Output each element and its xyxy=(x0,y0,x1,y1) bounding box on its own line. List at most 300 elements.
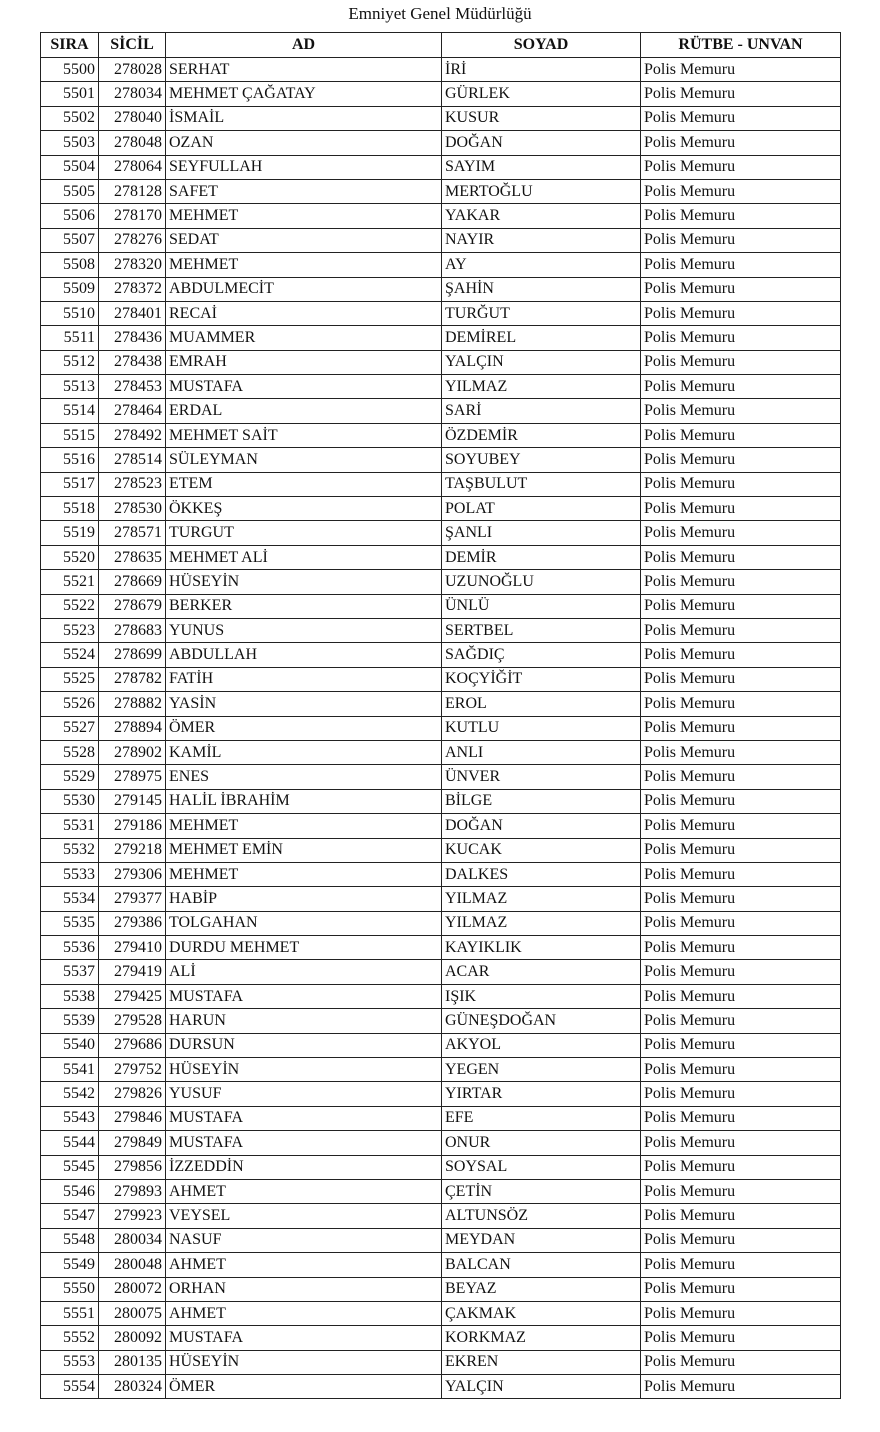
sira-cell: 5525 xyxy=(41,667,99,691)
table-row xyxy=(41,472,841,496)
ad-cell: MUSTAFA xyxy=(166,1326,442,1350)
sira-cell: 5503 xyxy=(41,131,99,155)
soyad-cell: YILMAZ xyxy=(442,887,641,911)
rutbe-unvan-cell: Polis Memuru xyxy=(641,82,841,106)
rutbe-unvan-cell: Polis Memuru xyxy=(641,521,841,545)
ad-cell: İZZEDDİN xyxy=(166,1155,442,1179)
sicil-cell: 278464 xyxy=(99,399,166,423)
soyad-cell: GÜRLEK xyxy=(442,82,641,106)
sira-cell: 5537 xyxy=(41,960,99,984)
table-row xyxy=(41,594,841,618)
soyad-cell: YILMAZ xyxy=(442,911,641,935)
sira-cell: 5505 xyxy=(41,179,99,203)
rutbe-unvan-cell: Polis Memuru xyxy=(641,1277,841,1301)
sira-cell: 5501 xyxy=(41,82,99,106)
sira-cell: 5549 xyxy=(41,1253,99,1277)
sicil-cell: 279893 xyxy=(99,1179,166,1203)
soyad-cell: ALTUNSÖZ xyxy=(442,1204,641,1228)
sira-cell: 5528 xyxy=(41,740,99,764)
rutbe-unvan-cell: Polis Memuru xyxy=(641,1033,841,1057)
soyad-cell: BİLGE xyxy=(442,789,641,813)
soyad-cell: DOĞAN xyxy=(442,814,641,838)
sira-cell: 5534 xyxy=(41,887,99,911)
rutbe-unvan-cell: Polis Memuru xyxy=(641,204,841,228)
ad-cell: RECAİ xyxy=(166,301,442,325)
sira-cell: 5512 xyxy=(41,350,99,374)
sicil-cell: 278902 xyxy=(99,740,166,764)
sira-cell: 5551 xyxy=(41,1301,99,1325)
table-row xyxy=(41,1228,841,1252)
table-row xyxy=(41,375,841,399)
rutbe-unvan-cell: Polis Memuru xyxy=(641,570,841,594)
ad-cell: ENES xyxy=(166,765,442,789)
sira-cell: 5518 xyxy=(41,497,99,521)
table-row xyxy=(41,765,841,789)
ad-cell: BERKER xyxy=(166,594,442,618)
table-row xyxy=(41,106,841,130)
sira-cell: 5523 xyxy=(41,618,99,642)
table-row xyxy=(41,399,841,423)
sicil-cell: 278683 xyxy=(99,618,166,642)
table-row xyxy=(41,277,841,301)
soyad-cell: ŞANLI xyxy=(442,521,641,545)
sira-cell: 5529 xyxy=(41,765,99,789)
sira-cell: 5548 xyxy=(41,1228,99,1252)
soyad-cell: AKYOL xyxy=(442,1033,641,1057)
sicil-cell: 279528 xyxy=(99,1009,166,1033)
sicil-cell: 279410 xyxy=(99,936,166,960)
ad-cell: AHMET xyxy=(166,1301,442,1325)
rutbe-unvan-cell: Polis Memuru xyxy=(641,301,841,325)
table-row xyxy=(41,1301,841,1325)
rutbe-unvan-cell: Polis Memuru xyxy=(641,1350,841,1374)
table-row xyxy=(41,814,841,838)
sicil-cell: 278170 xyxy=(99,204,166,228)
sicil-cell: 278040 xyxy=(99,106,166,130)
rutbe-unvan-cell: Polis Memuru xyxy=(641,375,841,399)
table-row xyxy=(41,448,841,472)
table-row xyxy=(41,228,841,252)
sira-cell: 5521 xyxy=(41,570,99,594)
sicil-cell: 278679 xyxy=(99,594,166,618)
soyad-cell: NAYIR xyxy=(442,228,641,252)
rutbe-unvan-cell: Polis Memuru xyxy=(641,740,841,764)
soyad-cell: YEGEN xyxy=(442,1058,641,1082)
table-row xyxy=(41,740,841,764)
column-header-ad: AD xyxy=(166,33,442,58)
sicil-cell: 279846 xyxy=(99,1106,166,1130)
sira-cell: 5511 xyxy=(41,326,99,350)
table-row xyxy=(41,1131,841,1155)
soyad-cell: ACAR xyxy=(442,960,641,984)
sira-cell: 5546 xyxy=(41,1179,99,1203)
ad-cell: MEHMET SAİT xyxy=(166,423,442,447)
rutbe-unvan-cell: Polis Memuru xyxy=(641,862,841,886)
sicil-cell: 278894 xyxy=(99,716,166,740)
sicil-cell: 279856 xyxy=(99,1155,166,1179)
sicil-cell: 278453 xyxy=(99,375,166,399)
soyad-cell: UZUNOĞLU xyxy=(442,570,641,594)
table-row xyxy=(41,1106,841,1130)
sicil-cell: 278276 xyxy=(99,228,166,252)
soyad-cell: GÜNEŞDOĞAN xyxy=(442,1009,641,1033)
sira-cell: 5543 xyxy=(41,1106,99,1130)
sicil-cell: 279686 xyxy=(99,1033,166,1057)
soyad-cell: YALÇIN xyxy=(442,1375,641,1399)
table-row xyxy=(41,82,841,106)
table-row xyxy=(41,667,841,691)
rutbe-unvan-cell: Polis Memuru xyxy=(641,1082,841,1106)
soyad-cell: DEMİREL xyxy=(442,326,641,350)
ad-cell: HÜSEYİN xyxy=(166,1350,442,1374)
table-row xyxy=(41,179,841,203)
rutbe-unvan-cell: Polis Memuru xyxy=(641,326,841,350)
sicil-cell: 280092 xyxy=(99,1326,166,1350)
column-header-rutbe-unvan: RÜTBE - UNVAN xyxy=(641,33,841,58)
sicil-cell: 278635 xyxy=(99,545,166,569)
rutbe-unvan-cell: Polis Memuru xyxy=(641,618,841,642)
personnel-table xyxy=(40,32,841,1399)
table-row xyxy=(41,1009,841,1033)
rutbe-unvan-cell: Polis Memuru xyxy=(641,1058,841,1082)
table-row xyxy=(41,1058,841,1082)
table-row xyxy=(41,301,841,325)
sira-cell: 5542 xyxy=(41,1082,99,1106)
rutbe-unvan-cell: Polis Memuru xyxy=(641,667,841,691)
soyad-cell: SARİ xyxy=(442,399,641,423)
soyad-cell: DALKES xyxy=(442,862,641,886)
soyad-cell: KOÇYİĞİT xyxy=(442,667,641,691)
soyad-cell: SOYSAL xyxy=(442,1155,641,1179)
rutbe-unvan-cell: Polis Memuru xyxy=(641,472,841,496)
sira-cell: 5517 xyxy=(41,472,99,496)
ad-cell: HARUN xyxy=(166,1009,442,1033)
sicil-cell: 278699 xyxy=(99,643,166,667)
table-row xyxy=(41,1082,841,1106)
soyad-cell: İRİ xyxy=(442,58,641,82)
table-row xyxy=(41,960,841,984)
ad-cell: ÖMER xyxy=(166,716,442,740)
sira-cell: 5531 xyxy=(41,814,99,838)
table-row xyxy=(41,497,841,521)
sira-cell: 5516 xyxy=(41,448,99,472)
table-row xyxy=(41,862,841,886)
sira-cell: 5536 xyxy=(41,936,99,960)
sicil-cell: 278669 xyxy=(99,570,166,594)
ad-cell: EMRAH xyxy=(166,350,442,374)
sira-cell: 5507 xyxy=(41,228,99,252)
ad-cell: MUSTAFA xyxy=(166,1131,442,1155)
soyad-cell: ÜNVER xyxy=(442,765,641,789)
rutbe-unvan-cell: Polis Memuru xyxy=(641,1301,841,1325)
ad-cell: MEHMET xyxy=(166,862,442,886)
sira-cell: 5539 xyxy=(41,1009,99,1033)
rutbe-unvan-cell: Polis Memuru xyxy=(641,1375,841,1399)
table-row xyxy=(41,789,841,813)
ad-cell: MUSTAFA xyxy=(166,1106,442,1130)
ad-cell: SEDAT xyxy=(166,228,442,252)
soyad-cell: ŞAHİN xyxy=(442,277,641,301)
soyad-cell: MEYDAN xyxy=(442,1228,641,1252)
sicil-cell: 278436 xyxy=(99,326,166,350)
sira-cell: 5510 xyxy=(41,301,99,325)
soyad-cell: EROL xyxy=(442,692,641,716)
table-row xyxy=(41,887,841,911)
table-row xyxy=(41,984,841,1008)
rutbe-unvan-cell: Polis Memuru xyxy=(641,1326,841,1350)
sicil-cell: 279923 xyxy=(99,1204,166,1228)
table-row xyxy=(41,570,841,594)
table-row xyxy=(41,838,841,862)
sicil-cell: 278128 xyxy=(99,179,166,203)
sira-cell: 5520 xyxy=(41,545,99,569)
soyad-cell: EFE xyxy=(442,1106,641,1130)
table-row xyxy=(41,253,841,277)
table-row xyxy=(41,58,841,82)
sicil-cell: 280048 xyxy=(99,1253,166,1277)
rutbe-unvan-cell: Polis Memuru xyxy=(641,1179,841,1203)
sira-cell: 5513 xyxy=(41,375,99,399)
ad-cell: MEHMET xyxy=(166,204,442,228)
rutbe-unvan-cell: Polis Memuru xyxy=(641,911,841,935)
soyad-cell: SERTBEL xyxy=(442,618,641,642)
ad-cell: YUSUF xyxy=(166,1082,442,1106)
ad-cell: HÜSEYİN xyxy=(166,570,442,594)
soyad-cell: TAŞBULUT xyxy=(442,472,641,496)
rutbe-unvan-cell: Polis Memuru xyxy=(641,106,841,130)
rutbe-unvan-cell: Polis Memuru xyxy=(641,594,841,618)
table-row xyxy=(41,1033,841,1057)
ad-cell: OZAN xyxy=(166,131,442,155)
soyad-cell: BEYAZ xyxy=(442,1277,641,1301)
ad-cell: İSMAİL xyxy=(166,106,442,130)
column-header-sira: SIRA xyxy=(41,33,99,58)
ad-cell: MUSTAFA xyxy=(166,984,442,1008)
ad-cell: ABDULMECİT xyxy=(166,277,442,301)
ad-cell: YUNUS xyxy=(166,618,442,642)
rutbe-unvan-cell: Polis Memuru xyxy=(641,936,841,960)
rutbe-unvan-cell: Polis Memuru xyxy=(641,179,841,203)
ad-cell: MEHMET ÇAĞATAY xyxy=(166,82,442,106)
rutbe-unvan-cell: Polis Memuru xyxy=(641,448,841,472)
table-row xyxy=(41,545,841,569)
table-row xyxy=(41,326,841,350)
sicil-cell: 279186 xyxy=(99,814,166,838)
sira-cell: 5532 xyxy=(41,838,99,862)
sicil-cell: 278064 xyxy=(99,155,166,179)
soyad-cell: IŞIK xyxy=(442,984,641,1008)
sicil-cell: 279425 xyxy=(99,984,166,1008)
table-header-row xyxy=(41,33,841,58)
table-row xyxy=(41,911,841,935)
table-row xyxy=(41,1350,841,1374)
soyad-cell: BALCAN xyxy=(442,1253,641,1277)
soyad-cell: KORKMAZ xyxy=(442,1326,641,1350)
sira-cell: 5506 xyxy=(41,204,99,228)
sira-cell: 5530 xyxy=(41,789,99,813)
ad-cell: ÖMER xyxy=(166,1375,442,1399)
sira-cell: 5514 xyxy=(41,399,99,423)
soyad-cell: ÇAKMAK xyxy=(442,1301,641,1325)
rutbe-unvan-cell: Polis Memuru xyxy=(641,765,841,789)
ad-cell: ABDULLAH xyxy=(166,643,442,667)
ad-cell: SAFET xyxy=(166,179,442,203)
rutbe-unvan-cell: Polis Memuru xyxy=(641,58,841,82)
sicil-cell: 279218 xyxy=(99,838,166,862)
rutbe-unvan-cell: Polis Memuru xyxy=(641,643,841,667)
table-row xyxy=(41,1155,841,1179)
soyad-cell: ANLI xyxy=(442,740,641,764)
rutbe-unvan-cell: Polis Memuru xyxy=(641,1204,841,1228)
table-row xyxy=(41,131,841,155)
ad-cell: MEHMET ALİ xyxy=(166,545,442,569)
sicil-cell: 278782 xyxy=(99,667,166,691)
rutbe-unvan-cell: Polis Memuru xyxy=(641,1009,841,1033)
table-row xyxy=(41,1326,841,1350)
table-row xyxy=(41,1204,841,1228)
ad-cell: SERHAT xyxy=(166,58,442,82)
sicil-cell: 278372 xyxy=(99,277,166,301)
soyad-cell: YILMAZ xyxy=(442,375,641,399)
sicil-cell: 279306 xyxy=(99,862,166,886)
sicil-cell: 278492 xyxy=(99,423,166,447)
sicil-cell: 280034 xyxy=(99,1228,166,1252)
sira-cell: 5552 xyxy=(41,1326,99,1350)
soyad-cell: TURĞUT xyxy=(442,301,641,325)
sira-cell: 5527 xyxy=(41,716,99,740)
ad-cell: VEYSEL xyxy=(166,1204,442,1228)
sicil-cell: 278530 xyxy=(99,497,166,521)
rutbe-unvan-cell: Polis Memuru xyxy=(641,1106,841,1130)
soyad-cell: SAYIM xyxy=(442,155,641,179)
sicil-cell: 278401 xyxy=(99,301,166,325)
table-row xyxy=(41,1375,841,1399)
sira-cell: 5540 xyxy=(41,1033,99,1057)
sira-cell: 5535 xyxy=(41,911,99,935)
rutbe-unvan-cell: Polis Memuru xyxy=(641,789,841,813)
rutbe-unvan-cell: Polis Memuru xyxy=(641,545,841,569)
table-row xyxy=(41,350,841,374)
sira-cell: 5526 xyxy=(41,692,99,716)
soyad-cell: DOĞAN xyxy=(442,131,641,155)
rutbe-unvan-cell: Polis Memuru xyxy=(641,277,841,301)
ad-cell: MUAMMER xyxy=(166,326,442,350)
table-row xyxy=(41,618,841,642)
sicil-cell: 280075 xyxy=(99,1301,166,1325)
ad-cell: NASUF xyxy=(166,1228,442,1252)
rutbe-unvan-cell: Polis Memuru xyxy=(641,887,841,911)
rutbe-unvan-cell: Polis Memuru xyxy=(641,399,841,423)
sira-cell: 5550 xyxy=(41,1277,99,1301)
column-header-soyad: SOYAD xyxy=(442,33,641,58)
ad-cell: DURSUN xyxy=(166,1033,442,1057)
ad-cell: ORHAN xyxy=(166,1277,442,1301)
ad-cell: ETEM xyxy=(166,472,442,496)
table-row xyxy=(41,1277,841,1301)
sira-cell: 5533 xyxy=(41,862,99,886)
rutbe-unvan-cell: Polis Memuru xyxy=(641,1253,841,1277)
soyad-cell: ÇETİN xyxy=(442,1179,641,1203)
sicil-cell: 278882 xyxy=(99,692,166,716)
soyad-cell: MERTOĞLU xyxy=(442,179,641,203)
sicil-cell: 278048 xyxy=(99,131,166,155)
soyad-cell: YALÇIN xyxy=(442,350,641,374)
soyad-cell: YIRTAR xyxy=(442,1082,641,1106)
ad-cell: TURGUT xyxy=(166,521,442,545)
rutbe-unvan-cell: Polis Memuru xyxy=(641,814,841,838)
ad-cell: TOLGAHAN xyxy=(166,911,442,935)
soyad-cell: KAYIKLIK xyxy=(442,936,641,960)
sira-cell: 5508 xyxy=(41,253,99,277)
ad-cell: MEHMET EMİN xyxy=(166,838,442,862)
sicil-cell: 279826 xyxy=(99,1082,166,1106)
soyad-cell: SOYUBEY xyxy=(442,448,641,472)
table-row xyxy=(41,643,841,667)
ad-cell: HÜSEYİN xyxy=(166,1058,442,1082)
rutbe-unvan-cell: Polis Memuru xyxy=(641,984,841,1008)
soyad-cell: KUCAK xyxy=(442,838,641,862)
ad-cell: MUSTAFA xyxy=(166,375,442,399)
sicil-cell: 280324 xyxy=(99,1375,166,1399)
sira-cell: 5502 xyxy=(41,106,99,130)
sicil-cell: 278514 xyxy=(99,448,166,472)
table-body xyxy=(41,58,841,1399)
rutbe-unvan-cell: Polis Memuru xyxy=(641,423,841,447)
sira-cell: 5545 xyxy=(41,1155,99,1179)
sicil-cell: 279386 xyxy=(99,911,166,935)
sicil-cell: 278571 xyxy=(99,521,166,545)
column-header-sicil: SİCİL xyxy=(99,33,166,58)
soyad-cell: DEMİR xyxy=(442,545,641,569)
sira-cell: 5547 xyxy=(41,1204,99,1228)
rutbe-unvan-cell: Polis Memuru xyxy=(641,131,841,155)
table-row xyxy=(41,716,841,740)
sicil-cell: 280135 xyxy=(99,1350,166,1374)
sira-cell: 5553 xyxy=(41,1350,99,1374)
sicil-cell: 278028 xyxy=(99,58,166,82)
page-title: Emniyet Genel Müdürlüğü xyxy=(348,4,532,23)
sira-cell: 5554 xyxy=(41,1375,99,1399)
table-row xyxy=(41,423,841,447)
sira-cell: 5541 xyxy=(41,1058,99,1082)
rutbe-unvan-cell: Polis Memuru xyxy=(641,350,841,374)
sira-cell: 5515 xyxy=(41,423,99,447)
rutbe-unvan-cell: Polis Memuru xyxy=(641,960,841,984)
table-row xyxy=(41,1253,841,1277)
rutbe-unvan-cell: Polis Memuru xyxy=(641,1155,841,1179)
soyad-cell: EKREN xyxy=(442,1350,641,1374)
sicil-cell: 279849 xyxy=(99,1131,166,1155)
ad-cell: ERDAL xyxy=(166,399,442,423)
soyad-cell: KUSUR xyxy=(442,106,641,130)
sicil-cell: 278523 xyxy=(99,472,166,496)
sicil-cell: 280072 xyxy=(99,1277,166,1301)
ad-cell: SÜLEYMAN xyxy=(166,448,442,472)
sira-cell: 5538 xyxy=(41,984,99,1008)
ad-cell: SEYFULLAH xyxy=(166,155,442,179)
sicil-cell: 278975 xyxy=(99,765,166,789)
soyad-cell: ÜNLÜ xyxy=(442,594,641,618)
sicil-cell: 279145 xyxy=(99,789,166,813)
sicil-cell: 278320 xyxy=(99,253,166,277)
ad-cell: FATİH xyxy=(166,667,442,691)
rutbe-unvan-cell: Polis Memuru xyxy=(641,497,841,521)
sira-cell: 5509 xyxy=(41,277,99,301)
rutbe-unvan-cell: Polis Memuru xyxy=(641,838,841,862)
soyad-cell: SAĞDIÇ xyxy=(442,643,641,667)
sira-cell: 5544 xyxy=(41,1131,99,1155)
sicil-cell: 278438 xyxy=(99,350,166,374)
